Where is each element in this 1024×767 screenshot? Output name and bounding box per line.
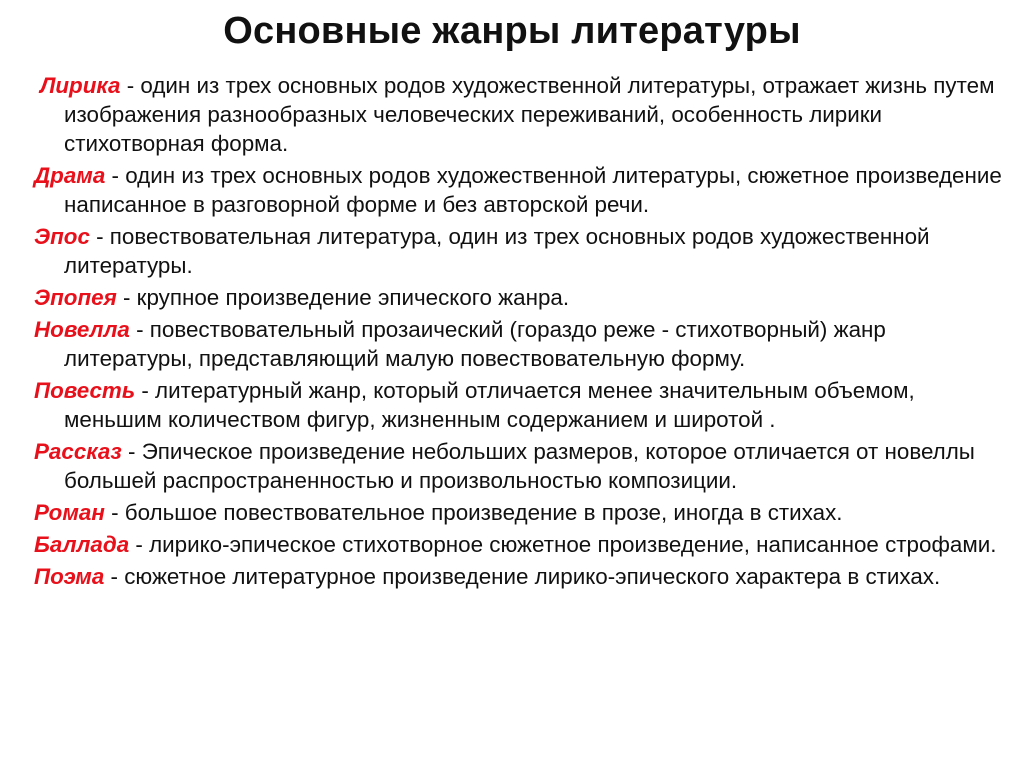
genre-entry-novel: [34, 498, 1004, 527]
genre-entry-epos: [34, 222, 1004, 280]
genre-term: Роман: [34, 500, 105, 525]
genre-term: Лирика: [40, 73, 121, 98]
genre-entry-poem: [34, 562, 1004, 591]
genre-term: Баллада: [34, 532, 130, 557]
genre-term: Драма: [34, 163, 106, 188]
genre-entry-drama: [34, 161, 1004, 219]
genre-list: [34, 71, 1004, 594]
genre-entry-epopee: [34, 283, 1004, 312]
genre-definition: - Эпическое произведение небольших размеров, которое отличается от новеллы большей распространенностью и произвольностью композиции.: [64, 439, 975, 493]
genre-definition: - повествовательный прозаический (гораздо реже - стихотворный) жанр литературы, представляющий малую повествовательную форму.: [64, 317, 886, 371]
genre-definition: - один из трех основных родов художественной литературы, сюжетное произведение написанное в разговорной форме и без авторской речи.: [64, 163, 1002, 217]
genre-term: Эпопея: [34, 285, 117, 310]
genre-entry-ballad: [34, 530, 1004, 559]
genre-entry-story: [34, 437, 1004, 495]
genre-definition: - один из трех основных родов художественной литературы, отражает жизнь путем изображения разнообразных человеческих переживаний, особенность лирики стихотворная форма.: [64, 73, 995, 156]
genre-definition: - лирико-эпическое стихотворное сюжетное произведение, написанное строфами.: [129, 532, 997, 557]
genre-term: Эпос: [34, 224, 90, 249]
genre-entry-lyrics: [34, 71, 1004, 158]
page-title: Основные жанры литературы: [223, 10, 801, 52]
genre-definition: - повествовательная литература, один из трех основных родов художественной литературы.: [64, 224, 930, 278]
genre-term: Повесть: [34, 378, 136, 403]
genre-definition: - литературный жанр, который отличается менее значительным объемом, меньшим количеством фигур, жизненным содержанием и широтой .: [64, 378, 915, 432]
genre-definition: - крупное произведение эпического жанра.: [116, 285, 570, 310]
genre-definition: - сюжетное литературное произведение лирико-эпического характера в стихах.: [104, 564, 941, 589]
genre-entry-novella: [34, 315, 1004, 373]
genre-term: Поэма: [34, 564, 105, 589]
genre-term: Новелла: [34, 317, 130, 342]
genre-term: Рассказ: [34, 439, 122, 464]
genre-definition: - большое повествовательное произведение в прозе, иногда в стихах.: [104, 500, 843, 525]
genre-entry-povest: [34, 376, 1004, 434]
